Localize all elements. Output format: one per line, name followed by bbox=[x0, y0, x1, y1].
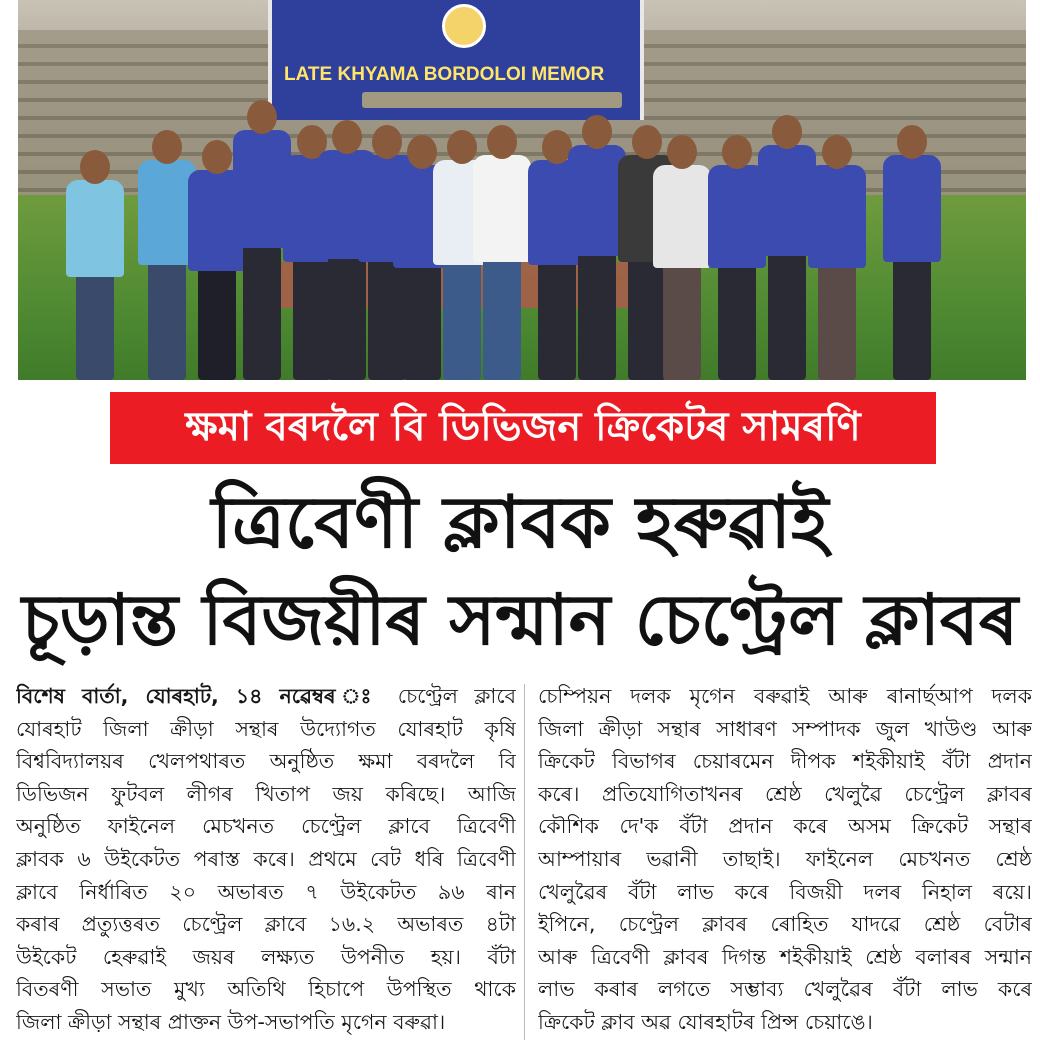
person-legs bbox=[578, 253, 615, 380]
person-legs bbox=[148, 260, 185, 380]
person-head bbox=[487, 125, 517, 159]
article-line: বিশ্ববিদ্যালয়ৰ খেলপথাৰত অনুষ্ঠিত ক্ষমা বৰদলৈ বি bbox=[16, 749, 516, 774]
headline-line-1 bbox=[0, 476, 1040, 568]
headline-text: ত্ৰিবেণী ক্লাবক হৰুৱাই bbox=[211, 480, 829, 564]
person-jersey bbox=[473, 155, 531, 262]
article-line: কৌশিক দে'ক বঁটা প্ৰদান কৰে অসম ক্ৰিকেট সন্থাৰ bbox=[538, 814, 1032, 839]
dateline: বিশেষ বাৰ্তা, যোৰহাট, ১৪ নৱেম্বৰ ঃ bbox=[16, 684, 382, 708]
article-line: ক্ৰিকেট বিভাগৰ চেয়াৰমেন দীপক শইকীয়াই বঁটা প্ৰদান bbox=[538, 749, 1032, 774]
person-legs bbox=[893, 258, 930, 380]
person-head bbox=[772, 115, 802, 149]
article-line: যোৰহাট জিলা ক্ৰীড়া সন্থাৰ উদ্যোগত যোৰহাট কৃষি bbox=[16, 716, 516, 741]
column-divider bbox=[524, 684, 525, 1040]
article-column-right bbox=[538, 680, 1032, 1039]
person-head bbox=[80, 150, 110, 184]
article-line: ডিভিজন ফুটবল লীগৰ খিতাপ জয় কৰিছে। আজি bbox=[16, 781, 516, 806]
article-line: অনুষ্ঠিত ফাইনেল মেচখনত চেণ্ট্ৰেল ক্লাবে ত্ৰিবেণী bbox=[16, 814, 516, 839]
person-jersey bbox=[653, 165, 711, 268]
person-head bbox=[897, 125, 927, 159]
person-head bbox=[152, 130, 182, 164]
person-head bbox=[247, 100, 277, 134]
banner-subtext-graphic bbox=[362, 92, 622, 108]
kicker-text: ক্ষমা বৰদলৈ বি ডিভিজন ক্ৰিকেটৰ সামৰণি bbox=[185, 403, 861, 450]
article-line: ক্লাবক ৬ উইকেটত পৰাস্ত কৰে। প্ৰথমে বেট ধৰি ত্ৰিবেণী bbox=[16, 846, 516, 871]
team-photo bbox=[18, 0, 1026, 380]
team-member bbox=[808, 135, 866, 380]
banner-logo-icon bbox=[442, 4, 486, 48]
article-column-left bbox=[16, 680, 516, 1039]
person-legs bbox=[76, 270, 113, 380]
person-head bbox=[582, 115, 612, 149]
kicker-box bbox=[110, 392, 936, 464]
headline-line-2 bbox=[0, 570, 1040, 670]
article-line: জিলা ক্ৰীড়া সন্থাৰ প্ৰাক্তন উপ-সভাপতি মৃগেন বৰুৱা। bbox=[16, 1009, 446, 1034]
article-line: বিতৰণী সভাত মুখ্য অতিথি হিচাপে উপস্থিত থাকে bbox=[16, 977, 516, 1002]
article-line-text: চেণ্ট্ৰেল ক্লাবে bbox=[397, 684, 516, 708]
article-line bbox=[16, 680, 516, 713]
person-head bbox=[722, 135, 752, 169]
person-head bbox=[202, 140, 232, 174]
person-jersey bbox=[883, 155, 941, 262]
article-line: ক্ৰিকেট ক্লাব অৱ যোৰহাটৰ প্ৰিন্স চেয়াঙে। bbox=[538, 1009, 873, 1034]
headline-text: চূড়ান্ত বিজয়ীৰ সন্মান চেণ্ট্ৰেল ক্লাবৰ bbox=[21, 579, 1019, 661]
person-legs bbox=[243, 246, 280, 380]
team-member bbox=[653, 135, 711, 380]
person-legs bbox=[663, 262, 700, 380]
team-member bbox=[473, 125, 531, 380]
article-line: কৰাৰ প্ৰত্যুত্তৰত চেণ্ট্ৰেল ক্লাবে ১৬.২ অভাৰত ৪টা bbox=[16, 912, 516, 937]
article-line: আৰু ত্ৰিবেণী ক্লাবৰ দিগন্ত শইকীয়াই শ্ৰেষ্ঠ বলাৰৰ সন্মান bbox=[538, 944, 1032, 969]
team-member bbox=[66, 150, 124, 380]
person-legs bbox=[483, 258, 520, 380]
article-line: চেম্পিয়ন দলক মৃগেন বৰুৱাই আৰু ৰানাৰ্ছআপ দলক bbox=[538, 684, 1032, 708]
team-member bbox=[883, 125, 941, 380]
article-line: আম্পায়াৰ ভৱানী তাছাই। ফাইনেল মেচখনত শ্ৰেষ্ঠ bbox=[538, 846, 1032, 871]
person-jersey bbox=[808, 165, 866, 268]
person-legs bbox=[818, 262, 855, 380]
person-head bbox=[667, 135, 697, 169]
person-legs bbox=[718, 262, 755, 380]
article-line: ইপিনে, চেণ্ট্ৰেল ক্লাবৰ ৰোহিত যাদৱে শ্ৰেষ্ঠ বেটাৰ bbox=[538, 912, 1032, 937]
person-legs bbox=[198, 265, 235, 380]
person-legs bbox=[768, 253, 805, 380]
article-line: খেলুৱৈৰ বঁটা লাভ কৰে বিজয়ী দলৰ নিহাল ৰয়ে। bbox=[538, 879, 1032, 904]
article-line: লাভ কৰাৰ লগতে সম্ভাব্য খেলুৱৈৰ বঁটা লাভ কৰে bbox=[538, 977, 1032, 1002]
tournament-banner bbox=[268, 0, 644, 120]
article-line: কৰে। প্ৰতিযোগিতাখনৰ শ্ৰেষ্ঠ খেলুৱৈ চেণ্ট্ৰেল ক্লাবৰ bbox=[538, 781, 1032, 806]
banner-text: LATE KHYAMA BORDOLOI MEMOR bbox=[284, 64, 605, 85]
article-line: ক্লাবে নিৰ্ধাৰিত ২০ অভাৰত ৭ উইকেটত ৯৬ ৰান bbox=[16, 879, 516, 904]
person-head bbox=[822, 135, 852, 169]
article-line: জিলা ক্ৰীড়া সন্থাৰ সাধাৰণ সম্পাদক জুল খাউণ্ড আৰু bbox=[538, 716, 1032, 741]
article-line: উইকেট হেৰুৱাই জয়ৰ লক্ষ্যত উপনীত হয়। বঁটা bbox=[16, 944, 516, 969]
person-jersey bbox=[66, 180, 124, 277]
